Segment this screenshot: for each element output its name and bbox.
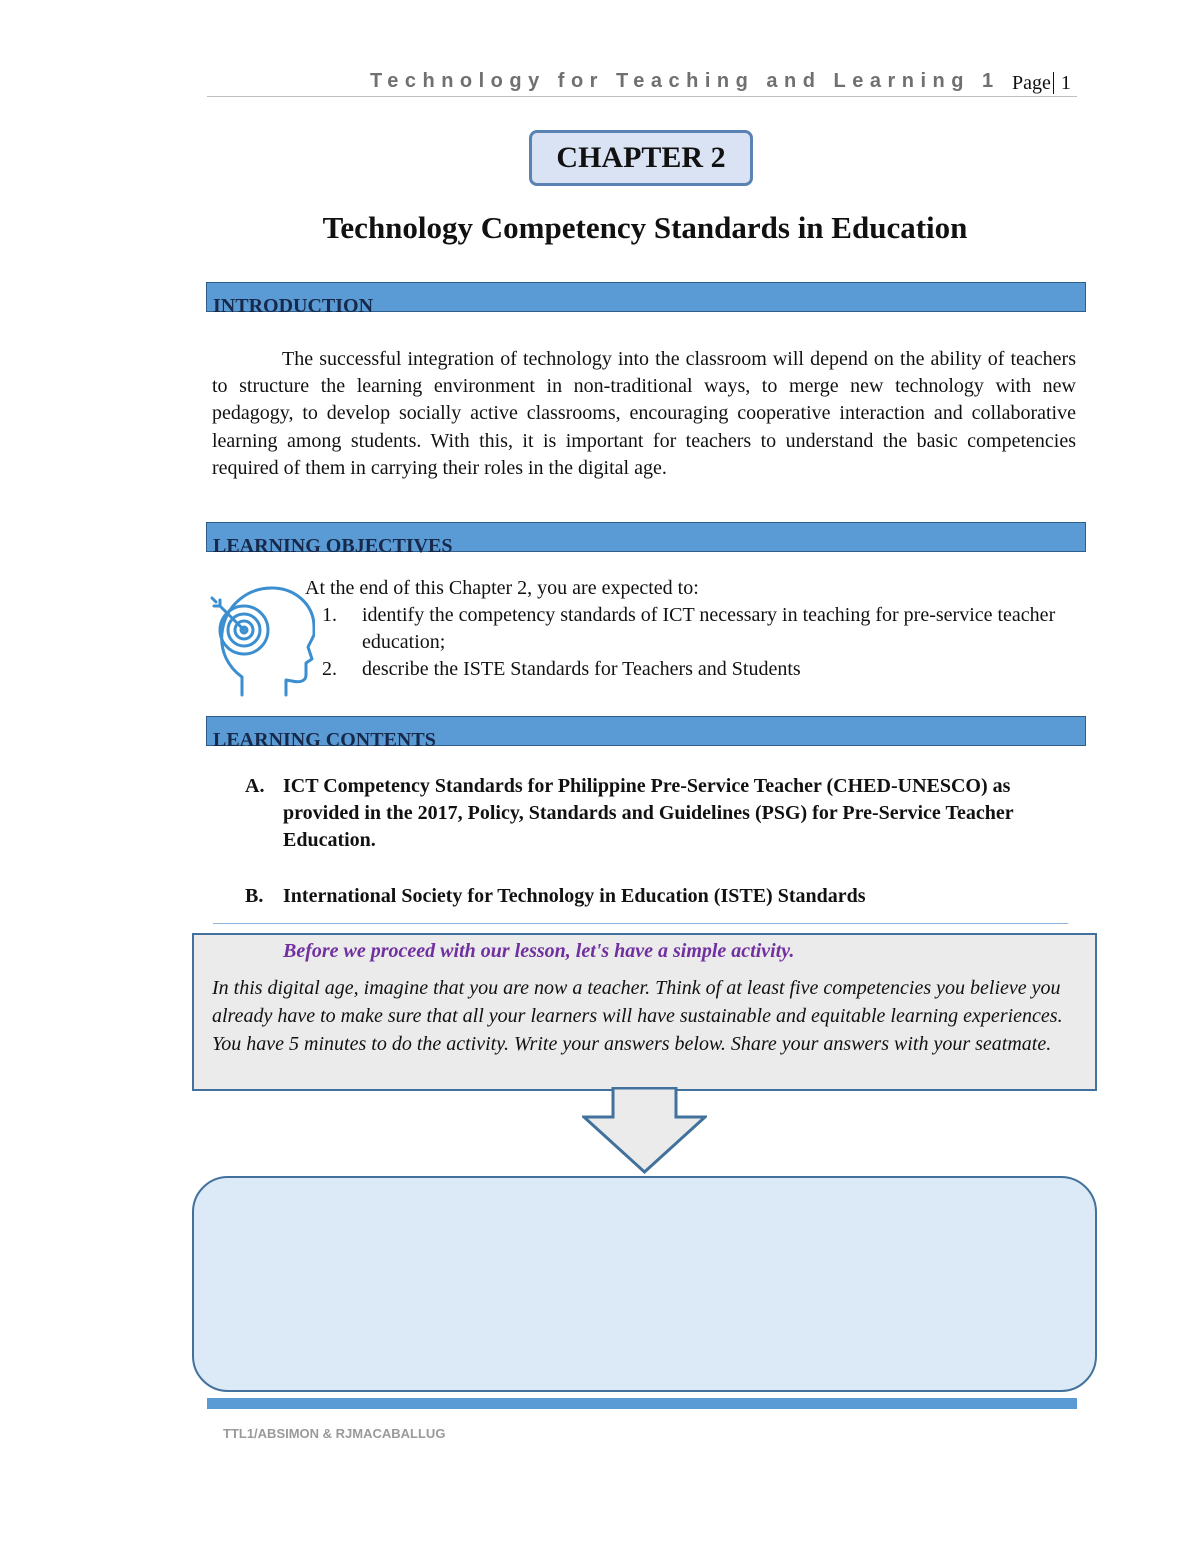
objectives-heading: LEARNING OBJECTIVES (213, 535, 453, 557)
activity-instructions: In this digital age, imagine that you are now a teacher. Think of at least five competencies you believe you already have to make sure that all your learners will have sustainable and equitable learning experiences. You have 5 minutes to do the activity. Write your answers below. Share your answers with your seatmate. (212, 977, 1063, 1055)
list-item (245, 773, 1085, 854)
chapter-title: Technology Competency Standards in Education (322, 210, 968, 245)
list-item (322, 656, 1062, 683)
target-head-icon (210, 585, 315, 700)
objectives-list (322, 602, 1062, 683)
contents-section-bar (206, 716, 1086, 751)
page-separator (1053, 72, 1054, 94)
list-item-text: ICT Competency Standards for Philippine Pre-Service Teacher (CHED-UNESCO) as provided in the 2017, Policy, Standards and Guidelines (PSG) for Pre-Service Teacher Education. (283, 775, 1014, 851)
objectives-section-bar (206, 522, 1086, 557)
page-number-value: 1 (1060, 72, 1071, 94)
page-label: Page (1012, 72, 1051, 94)
activity-heading: Before we proceed with our lesson, let's have a simple activity. (283, 940, 795, 962)
introduction-section-bar (206, 282, 1086, 317)
header-rule (207, 96, 1077, 97)
list-item-number: 2. (322, 658, 337, 680)
page-number (1012, 72, 1071, 95)
contents-list-b (245, 883, 1085, 910)
list-item-text: International Society for Technology in Education (ISTE) Standards (283, 885, 866, 907)
answer-box[interactable] (192, 1176, 1097, 1392)
chapter-label-box (529, 130, 753, 186)
list-item (322, 602, 1062, 656)
introduction-heading: INTRODUCTION (213, 295, 374, 317)
down-arrow-icon (582, 1087, 707, 1174)
contents-divider (213, 923, 1068, 924)
list-item-letter: B. (245, 885, 264, 907)
list-item-letter: A. (245, 775, 265, 797)
contents-list (245, 773, 1085, 854)
list-item-number: 1. (322, 604, 337, 626)
list-item-text: describe the ISTE Standards for Teachers and Students (362, 658, 801, 680)
footer-authors: TTL1/ABSIMON & RJMACABALLUG (223, 1426, 446, 1441)
chapter-label: CHAPTER 2 (556, 141, 726, 174)
introduction-paragraph: The successful integration of technology into the classroom will depend on the ability of teachers to structure the learning environment in non-traditional ways, to merge new technology with new pedagogy, to develop socially active classrooms, encouraging cooperative interaction and collaborative learning among students. With this, it is important for teachers to understand the basic competencies required of them in carrying their roles in the digital age. (212, 348, 1076, 479)
list-item-text: identify the competency standards of ICT necessary in teaching for pre-service teacher education; (362, 604, 1056, 653)
footer-bar (207, 1398, 1077, 1409)
running-header-title: Technology for Teaching and Learning 1 (370, 70, 1000, 92)
objectives-intro: At the end of this Chapter 2, you are expected to: (305, 577, 699, 599)
contents-heading: LEARNING CONTENTS (213, 729, 436, 751)
list-item (245, 883, 1085, 910)
